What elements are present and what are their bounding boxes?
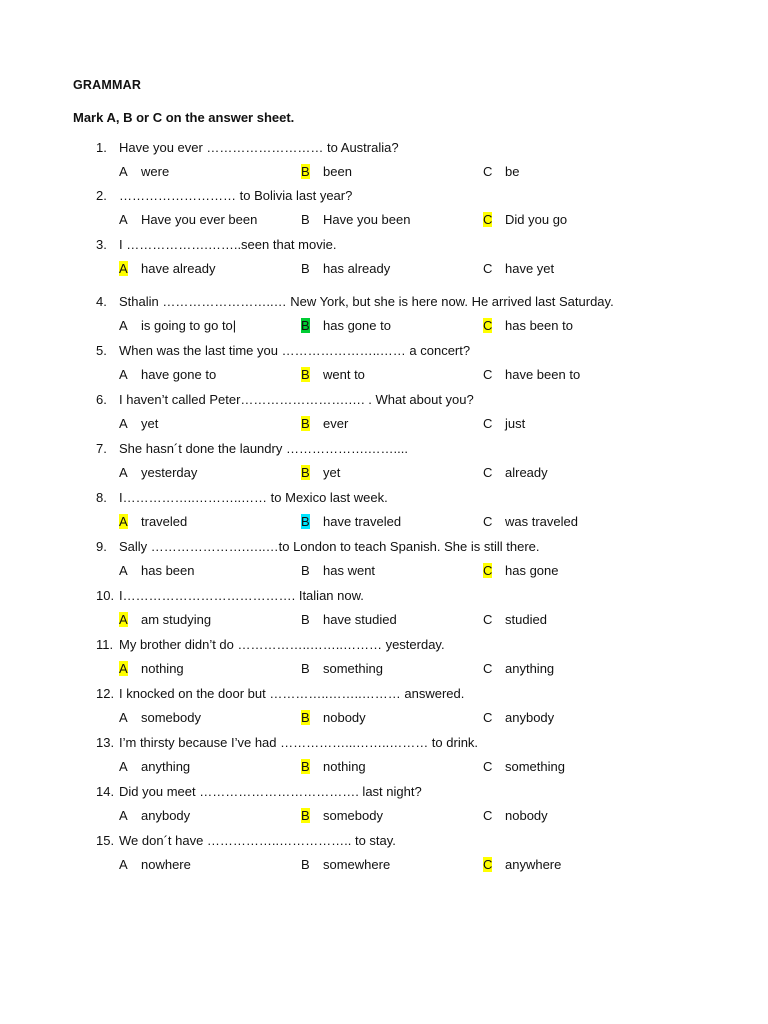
question-number: 13. <box>96 735 115 750</box>
option-text: be <box>505 164 520 179</box>
option-b[interactable] <box>301 164 352 179</box>
option-text: anybody <box>141 808 191 823</box>
option-b[interactable] <box>301 710 366 725</box>
option-text: something <box>323 661 383 676</box>
option-letter: B <box>301 212 310 227</box>
option-b[interactable] <box>301 261 390 276</box>
option-text: Did you go <box>505 212 568 227</box>
option-text: has been <box>141 563 195 578</box>
option-letter <box>301 808 323 823</box>
option-a[interactable] <box>119 661 184 676</box>
option-c[interactable] <box>483 759 565 774</box>
option-letter: A <box>119 710 128 725</box>
question-number: 14. <box>96 784 115 799</box>
option-letter: C <box>483 759 493 774</box>
option-letter <box>301 367 323 382</box>
option-letter: B <box>301 563 310 578</box>
question-text: I knocked on the door but …………..……..……… answered. <box>119 686 465 701</box>
answer-highlight: B <box>301 465 310 480</box>
question-12 <box>96 686 464 701</box>
option-letter: A <box>119 808 128 823</box>
option-text: have studied <box>323 612 397 627</box>
option-text: have gone to <box>141 367 217 382</box>
option-text: studied <box>505 612 547 627</box>
option-a[interactable] <box>119 857 191 872</box>
question-text: I ……………….……..seen that movie. <box>119 237 337 252</box>
option-text: nothing <box>323 759 366 774</box>
option-text: been <box>323 164 352 179</box>
option-text: yesterday <box>141 465 198 480</box>
option-text: traveled <box>141 514 188 529</box>
question-number: 3. <box>96 237 107 252</box>
option-text: ever <box>323 416 349 431</box>
option-b[interactable] <box>301 367 365 382</box>
option-letter: C <box>483 465 493 480</box>
option-text: somebody <box>323 808 383 823</box>
option-text: nothing <box>141 661 184 676</box>
option-letter: B <box>301 261 310 276</box>
option-letter: A <box>119 759 128 774</box>
option-text: somewhere <box>323 857 391 872</box>
option-letter <box>301 416 323 431</box>
option-letter <box>301 318 323 333</box>
option-letter <box>301 710 323 725</box>
question-4 <box>96 294 614 309</box>
question-text: When was the last time you …………………..…… a concert? <box>119 343 471 358</box>
option-a[interactable] <box>119 514 187 529</box>
answer-highlight: B <box>301 759 310 774</box>
option-text: has been to <box>505 318 573 333</box>
option-text: something <box>505 759 565 774</box>
option-letter: B <box>301 661 310 676</box>
option-letter <box>119 612 141 627</box>
option-a[interactable] <box>119 612 211 627</box>
option-text: anybody <box>505 710 555 725</box>
question-text: Sthalin ……………………..… New York, but she is here now. He arrived last Saturday. <box>119 294 614 309</box>
option-a[interactable] <box>119 465 197 480</box>
option-a[interactable] <box>119 164 169 179</box>
option-letter: A <box>119 857 128 872</box>
option-a[interactable] <box>119 367 216 382</box>
option-letter: C <box>483 164 493 179</box>
option-a[interactable] <box>119 710 201 725</box>
answer-highlight: C <box>483 318 493 333</box>
option-c[interactable] <box>483 710 554 725</box>
option-text: anything <box>141 759 191 774</box>
question-1 <box>96 140 399 155</box>
option-letter: A <box>119 416 128 431</box>
option-text: have yet <box>505 261 555 276</box>
question-15 <box>96 833 396 848</box>
question-text: ……………………… to Bolivia last year? <box>119 188 353 203</box>
option-b[interactable] <box>301 808 383 823</box>
question-10 <box>96 588 364 603</box>
option-letter: C <box>483 612 493 627</box>
question-5 <box>96 343 470 358</box>
option-letter <box>483 857 505 872</box>
option-letter <box>301 514 323 529</box>
option-text: nowhere <box>141 857 191 872</box>
option-b[interactable] <box>301 857 390 872</box>
answer-highlight: B <box>301 710 310 725</box>
section-title: GRAMMAR <box>73 78 142 92</box>
option-b[interactable] <box>301 563 375 578</box>
option-text: was traveled <box>505 514 578 529</box>
option-c[interactable] <box>483 514 578 529</box>
option-letter: C <box>483 514 493 529</box>
question-number: 12. <box>96 686 115 701</box>
answer-highlight: B <box>301 164 310 179</box>
option-c[interactable] <box>483 612 547 627</box>
question-number: 8. <box>96 490 107 505</box>
option-c[interactable] <box>483 164 519 179</box>
answer-highlight: B <box>301 514 310 529</box>
option-a[interactable] <box>119 318 236 333</box>
option-text: nobody <box>323 710 366 725</box>
instruction-text: Mark A, B or C on the answer sheet. <box>73 110 295 125</box>
option-text: have already <box>141 261 216 276</box>
option-b[interactable] <box>301 212 410 227</box>
question-number: 15. <box>96 833 115 848</box>
question-number: 5. <box>96 343 107 358</box>
question-11 <box>96 637 445 652</box>
option-b[interactable] <box>301 661 383 676</box>
option-letter <box>483 318 505 333</box>
option-text: somebody <box>141 710 201 725</box>
option-b[interactable] <box>301 612 397 627</box>
answer-highlight: B <box>301 367 310 382</box>
question-9 <box>96 539 540 554</box>
option-c[interactable] <box>483 661 554 676</box>
question-text: Did you meet ………………………………. last night? <box>119 784 422 799</box>
option-c[interactable] <box>483 563 559 578</box>
question-text: We don´t have ……………..…………….. to stay. <box>119 833 396 848</box>
option-letter: A <box>119 318 128 333</box>
option-letter: B <box>301 612 310 627</box>
option-text: anything <box>505 661 555 676</box>
question-3 <box>96 237 336 252</box>
option-c[interactable] <box>483 261 554 276</box>
option-text: yet <box>141 416 159 431</box>
answer-highlight: A <box>119 514 128 529</box>
answer-highlight: B <box>301 808 310 823</box>
option-letter: A <box>119 367 128 382</box>
option-text: am studying <box>141 612 212 627</box>
option-a[interactable] <box>119 212 257 227</box>
option-letter <box>119 514 141 529</box>
answer-highlight: B <box>301 416 310 431</box>
option-text: have been to <box>505 367 581 382</box>
option-letter <box>301 164 323 179</box>
option-text: nobody <box>505 808 548 823</box>
question-text: I’m thirsty because I’ve had ……………...……..……… to drink. <box>119 735 479 750</box>
option-text: already <box>505 465 548 480</box>
option-letter <box>483 212 505 227</box>
option-text: has gone to <box>323 318 391 333</box>
option-text: anywhere <box>505 857 562 872</box>
answer-highlight: B <box>301 318 310 333</box>
question-text: I…………………………………. Italian now. <box>119 588 364 603</box>
question-text: Have you ever ……………………… to Australia? <box>119 140 399 155</box>
option-letter: C <box>483 710 493 725</box>
question-8 <box>96 490 388 505</box>
question-text: She hasn´t done the laundry ……………….…….... <box>119 441 409 456</box>
option-letter <box>483 563 505 578</box>
question-text: I haven’t called Peter…………………….…. . What about you? <box>119 392 474 407</box>
option-b[interactable] <box>301 514 401 529</box>
option-letter <box>119 661 141 676</box>
option-text: has gone <box>505 563 559 578</box>
option-letter: A <box>119 212 128 227</box>
question-text: My brother didn’t do ……………..……..……… yesterday. <box>119 637 445 652</box>
option-c[interactable] <box>483 367 580 382</box>
option-b[interactable] <box>301 759 366 774</box>
answer-highlight: C <box>483 857 493 872</box>
question-13 <box>96 735 478 750</box>
option-text: has already <box>323 261 391 276</box>
option-c[interactable] <box>483 808 548 823</box>
option-letter: B <box>301 857 310 872</box>
question-14 <box>96 784 422 799</box>
option-text: Have you been <box>323 212 411 227</box>
option-letter: A <box>119 164 128 179</box>
question-number: 6. <box>96 392 107 407</box>
option-c[interactable] <box>483 465 548 480</box>
option-letter: C <box>483 661 493 676</box>
option-text: were <box>141 164 170 179</box>
option-text: just <box>505 416 526 431</box>
option-letter: C <box>483 261 493 276</box>
option-letter: C <box>483 808 493 823</box>
question-7 <box>96 441 408 456</box>
option-letter: C <box>483 367 493 382</box>
option-c[interactable] <box>483 212 567 227</box>
question-number: 11. <box>96 637 114 652</box>
question-number: 4. <box>96 294 107 309</box>
option-letter: C <box>483 416 493 431</box>
option-c[interactable] <box>483 416 525 431</box>
option-a[interactable] <box>119 563 195 578</box>
option-c[interactable] <box>483 318 573 333</box>
option-letter: A <box>119 563 128 578</box>
option-b[interactable] <box>301 465 340 480</box>
option-letter: A <box>119 465 128 480</box>
answer-highlight: C <box>483 212 493 227</box>
option-b[interactable] <box>301 318 391 333</box>
option-b[interactable] <box>301 416 348 431</box>
question-number: 1. <box>96 140 107 155</box>
option-c[interactable] <box>483 857 561 872</box>
question-number: 2. <box>96 188 107 203</box>
option-text: has went <box>323 563 376 578</box>
option-letter <box>119 261 141 276</box>
option-a[interactable] <box>119 261 215 276</box>
option-text: Have you ever been <box>141 212 258 227</box>
option-text: went to <box>323 367 365 382</box>
question-6 <box>96 392 474 407</box>
answer-highlight: A <box>119 261 128 276</box>
option-a[interactable] <box>119 759 190 774</box>
question-number: 9. <box>96 539 107 554</box>
question-text: I……………..………..…… to Mexico last week. <box>119 490 388 505</box>
option-letter <box>301 465 323 480</box>
option-text: is going to go to| <box>141 318 237 333</box>
answer-highlight: C <box>483 563 493 578</box>
option-letter <box>301 759 323 774</box>
option-a[interactable] <box>119 416 158 431</box>
question-2 <box>96 188 352 203</box>
option-a[interactable] <box>119 808 190 823</box>
option-text: yet <box>323 465 341 480</box>
answer-highlight: A <box>119 612 128 627</box>
question-text: Sally ………………….…..…to London to teach Spanish. She is still there. <box>119 539 540 554</box>
question-number: 10. <box>96 588 115 603</box>
option-text: have traveled <box>323 514 402 529</box>
answer-highlight: A <box>119 661 128 676</box>
question-number: 7. <box>96 441 107 456</box>
